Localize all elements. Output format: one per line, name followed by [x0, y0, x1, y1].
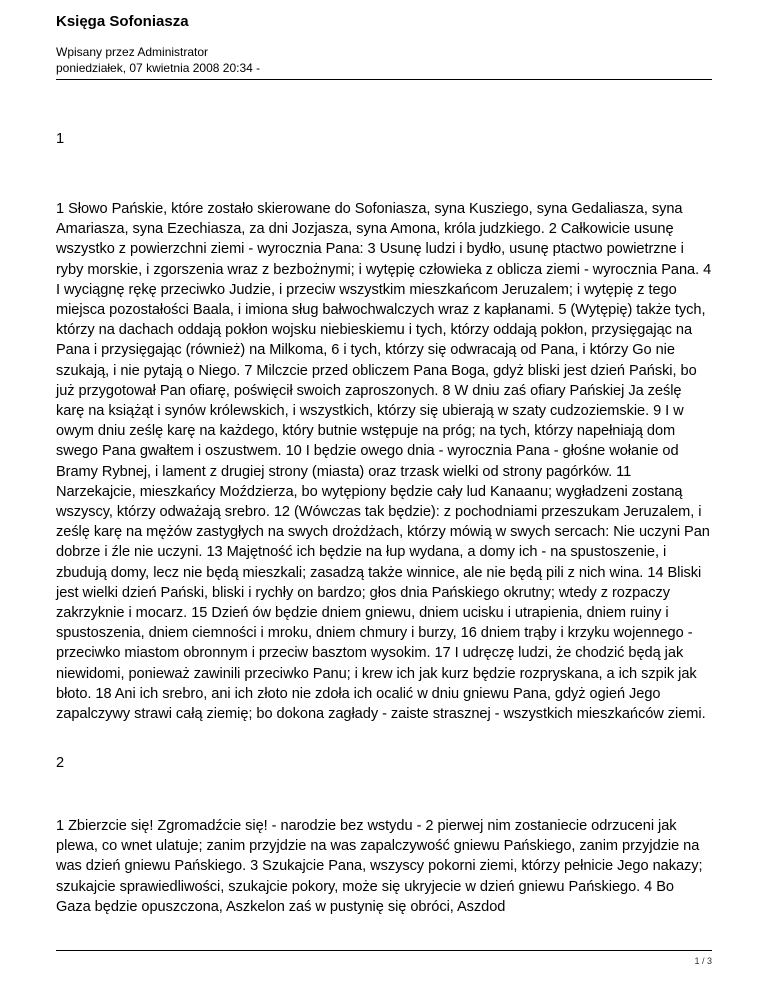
footer-divider	[56, 950, 712, 951]
document-meta	[56, 44, 260, 76]
header-divider	[56, 79, 712, 80]
page-indicator: 1 / 3	[694, 956, 712, 966]
chapter-text: 1 Zbierzcie się! Zgromadźcie się! - narodzie bez wstydu - 2 pierwej nim zostaniecie odrzuceni jak plewa, co wnet ulatuje; zanim przyjdzie na was zapalczywość gniewu Pańskiego, zanim przyjdzie na was dzień gniewu Pańskiego. 3 Szukajcie Pana, wszyscy pokorni ziemi, którzy pełnicie Jego nakazy; szukajcie sprawiedliwości, szukajcie pokory, może się ukryjecie w dzień gniewu Pańskiego. 4 Bo Gaza będzie opuszczona, Aszkelon zaś w pustynię się obróci, Aszdod	[56, 818, 703, 915]
chapter-number: 1	[56, 131, 65, 147]
date-line: poniedziałek, 07 kwietnia 2008 20:34 -	[56, 61, 261, 75]
chapter-text: 1 Słowo Pańskie, które zostało skierowane do Sofoniasza, syna Kusziego, syna Gedaliasza, syna Amariasza, syna Ezechiasza, za dni Jozjasza, syna Amona, króla judzkiego. 2 Całkowicie usunę wszystko z powierzchni ziemi - wyrocznia Pana: 3 Usunę ludzi i bydło, usunę ptactwo powietrzne i ryby morskie, i zgorszenia wraz z bezbożnymi; i wytępię człowieka z oblicza ziemi - wyrocznia Pana. 4 I wyciągnę rękę przeciwko Judzie, i przeciw wszystkim mieszkańcom Jeruzalem; i wytępię z tego miejsca pozostałości Baala, i imiona sług bałwochwalczych wraz z kapłanami. 5 (Wytępię) także tych, którzy na dachach oddają pokłon wojsku niebieskiemu i tych, którzy oddają pokłon, przysięgając na Pana i przysięgając (również) na Milkoma, 6 i tych, którzy się odwracają od Pana, i którzy Go nie szukają, i nie pytają o Niego. 7 Milczcie przed obliczem Pana Boga, gdyż bliski jest dzień Pański, bo już przygotował Pan ofiarę, poświęcił swoich zaproszonych. 8 W dniu zaś ofiary Pańskiej Ja ześlę karę na książąt i synów królewskich, i wszystkich, którzy się ubierają w szaty cudzoziemskie. 9 I w owym dniu ześlę karę na każdego, który butnie wstępuje na próg; na tych, którzy napełniają dom swego Pana gwałtem i oszustwem. 10 I będzie owego dnia - wyrocznia Pana - głośne wołanie od Bramy Rybnej, i lament z drugiej strony (miasta) oraz trzask wielki od strony pagórków. 11 Narzekajcie, mieszkańcy Moździerza, bo wytępiony będzie cały lud Kanaanu; wygładzeni zostaną wszyscy, którzy odważają srebro. 12 (Wówczas tak będzie): z pochodniami przeszukam Jeruzalem, i ześlę karę na mężów zastygłych na swych drożdżach, którzy mówią w swych sercach: Nie uczyni Pan dobrze i źle nie uczyni. 13 Majętność ich będzie na łup wydana, a domy ich - na spustoszenie, i zbudują domy, lecz nie będą mieszkali; zasadzą także winnice, ale nie będą pili z nich wina. 14 Bliski jest wielki dzień Pański, bliski i rychły on bardzo; głos dnia Pańskiego okrutny; wtedy z rozpaczy zakrzyknie i mocarz. 15 Dzień ów będzie dniem gniewu, dniem ucisku i utrapienia, dniem ruiny i spustoszenia, dniem ciemności i mroku, dniem chmury i burzy, 16 dniem trąby i krzyku wojennego - przeciwko miastom obronnym i przeciw basztom wysokim. 17 I udręczę ludzi, że chodzić będą jak niewidomi, ponieważ zawinili przeciwko Panu; i krew ich jak kurz będzie rozpryskana, a ich szpik jak błoto. 18 Ani ich srebro, ani ich złoto nie zdoła ich ocalić w dniu gniewu Pana, gdyż ogień Jego zapalczywy strawi całą ziemię; bo dokona zagłady - zaiste strasznej - wszystkich mieszkańców ziemi.	[56, 201, 712, 723]
author-line: Wpisany przez Administrator	[56, 45, 209, 59]
chapter-number: 2	[56, 755, 65, 771]
document-title: Księga Sofoniasza	[56, 13, 189, 30]
